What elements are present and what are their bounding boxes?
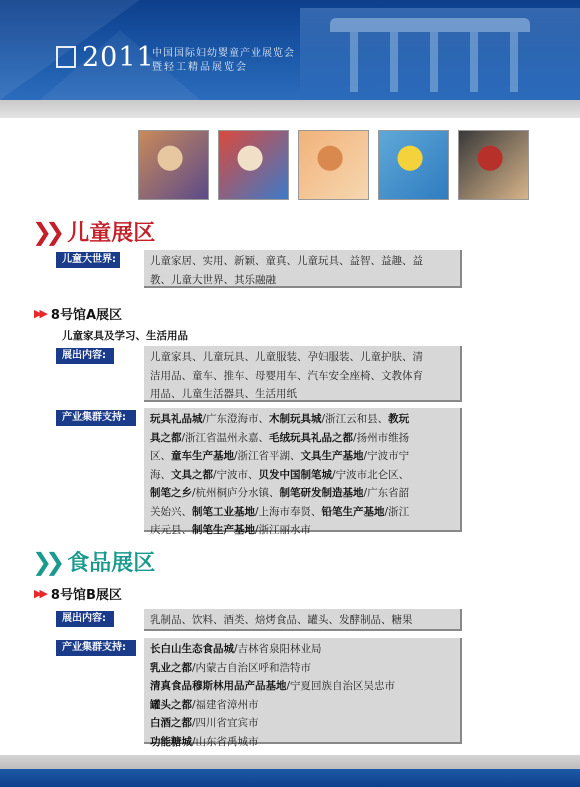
cluster-location: /浙江 [384,505,410,518]
cluster-line [150,410,456,429]
header-title-line2: 暨轻工精品展览会 [152,62,248,73]
food-cluster-box [144,638,462,748]
cluster-line [150,733,456,752]
cluster-location: /广东澄海市、 [202,413,270,425]
cluster-location: /福建省漳州市 [192,698,259,711]
cluster-name: 具之都 [150,431,182,444]
cluster-line [150,659,456,678]
hall-b-heading [34,584,122,603]
cluster-location: /浙江省温州永嘉、 [181,431,270,444]
cluster-location: /浙江云和县、 [321,413,389,425]
cluster-line [150,484,456,503]
cluster-location: /宁波市北仑区、 [332,468,410,481]
hall-a-heading [34,304,122,323]
children-exhibit-line: 儿童家具、儿童玩具、儿童服装、孕妇服装、儿童护肤、清 [150,351,423,363]
double-triangle-icon: ▶▶ [34,307,45,320]
hall-b-title: 8号馆B展区 [50,588,122,603]
cluster-name: 铅笔生产基地 [321,505,385,518]
cluster-name: 制笔生产基地 [192,524,255,536]
cluster-location: /吉林省泉阳林业局 [234,643,322,655]
children-world-line: 教、儿童大世界、其乐融融 [150,273,276,286]
cluster-location: /杭州桐庐分水镇、 [192,487,280,499]
cluster-location: 海、 [150,468,171,481]
cluster-name: 教玩 [388,413,410,425]
building-column [470,32,478,92]
children-exhibit-line: 用品、儿童生活器具、生活用纸 [150,388,297,400]
cluster-name: 文具生产基地 [300,450,364,462]
cluster-name: 罐头之都 [150,698,192,711]
children-exhibit-line: 洁用品、童车、推车、母婴用车、汽车安全座椅、文教体育 [150,369,423,382]
cluster-line [150,521,456,540]
header-divider-band [0,100,580,118]
food-cluster-tag: 产业集群支持: [56,640,136,656]
cluster-location: 区、 [150,450,171,462]
double-triangle-icon: ▶▶ [34,587,45,600]
cluster-name: 制笔之乡 [150,487,192,499]
cluster-location: /内蒙古自治区呼和浩特市 [192,661,312,674]
children-exhibit-tag: 展出内容: [56,348,114,364]
cluster-location: /上海市奉贤、 [255,505,322,518]
cluster-name: 童车生产基地 [171,450,234,462]
hall-a-title: 8号馆A展区 [50,308,123,323]
footer-blue-band [0,769,580,787]
cluster-line [150,640,456,659]
food-exhibit-tag: 展出内容: [56,611,114,627]
footer-gray-band [0,755,580,769]
cluster-line [150,466,456,485]
children-world-line: 儿童家居、实用、新颖、童真、儿童玩具、益智、益趣、益 [150,255,423,267]
cluster-name: 白酒之都 [150,717,192,729]
children-exhibit-box [144,346,462,402]
double-chevron-icon: ❯❯ [32,217,59,246]
cluster-location: /扬州市维扬 [353,431,410,444]
cluster-location: /宁波市宁 [363,450,410,462]
double-chevron-icon: ❯❯ [32,547,59,576]
cluster-name: 毛绒玩具礼品之都 [269,431,354,444]
children-world-tag: 儿童大世界: [56,252,120,268]
food-section-title: 食品展区 [67,551,156,576]
header-banner [0,0,580,100]
cluster-line [150,714,456,733]
cluster-name: 功能糖城 [150,735,192,748]
cluster-name: 长白山生态食品城 [150,643,234,655]
cluster-location: /宁波市、 [213,468,259,481]
cluster-name: 清真食品穆斯林用品产品基地 [150,680,287,692]
cluster-name: 木制玩具城 [269,413,322,425]
cluster-name: 贝发中国制笔城 [258,468,333,481]
building-roof-graphic [330,18,530,32]
baby-with-finger-photo [298,130,369,200]
children-section-title: 儿童展区 [67,221,156,246]
children-cluster-box [144,408,462,536]
building-column [510,32,518,92]
cluster-name: 乳业之都 [150,661,192,674]
cluster-location: /四川省宜宾市 [192,717,259,729]
food-exhibit-box [144,609,462,631]
cluster-location: /宁夏回族自治区吴忠市 [286,680,396,692]
children-subhead: 儿童家具及学习、生活用品 [62,330,188,342]
cluster-line [150,696,456,715]
building-column [390,32,398,92]
cluster-location: /山东省禹城市 [192,735,259,748]
building-column [350,32,358,92]
children-cluster-tag: 产业集群支持: [56,410,136,426]
food-exhibit-line: 乳制品、饮料、酒类、焙烤食品、罐头、发酵制品、糖果 [150,614,413,626]
header-title-line1: 中国国际妇幼婴童产业展览会 [152,48,295,59]
cluster-line [150,503,456,522]
children-world-box [144,250,462,288]
cluster-line [150,677,456,696]
cluster-line [150,447,456,466]
cluster-line [150,429,456,448]
mother-and-child-photo [138,130,209,200]
child-in-toy-car-photo [378,130,449,200]
children-section-heading [32,216,155,247]
building-column [430,32,438,92]
cluster-name: 文具之都 [171,468,213,481]
cluster-name: 玩具礼品城 [150,413,203,425]
cluster-location: /浙江省平湖、 [234,450,301,462]
cluster-location: 关始兴、 [150,505,192,518]
toddler-with-toys-photo [218,130,289,200]
cluster-location: 庆元县、 [150,524,192,536]
square-logo-icon [56,46,76,68]
baby-car-seat-photo [458,130,529,200]
header-year: 2011 [82,42,155,73]
cluster-name: 制笔工业基地 [192,505,255,518]
cluster-location: /广东省韶 [363,487,410,499]
food-section-heading [32,546,155,577]
cluster-location: /浙江丽水市 [255,524,312,536]
cluster-name: 制笔研发制造基地 [279,487,364,499]
